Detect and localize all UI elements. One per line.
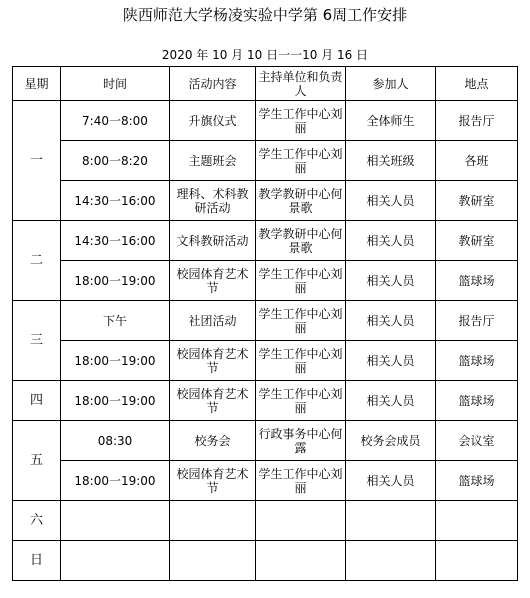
participants-cell: 相关人员 bbox=[346, 181, 436, 221]
header-participants: 参加人 bbox=[346, 67, 436, 101]
time-cell: 7:40一8:00 bbox=[61, 101, 170, 141]
activity-cell: 社团活动 bbox=[170, 301, 256, 341]
location-cell: 篮球场 bbox=[436, 381, 518, 421]
activity-cell: 文科教研活动 bbox=[170, 221, 256, 261]
header-day: 星期 bbox=[13, 67, 61, 101]
schedule-table bbox=[12, 66, 518, 581]
host-cell: 学生工作中心刘丽 bbox=[256, 461, 346, 501]
table-row bbox=[13, 261, 518, 301]
table-row-empty bbox=[13, 501, 518, 541]
page-title: 陕西师范大学杨凌实验中学第 6周工作安排 bbox=[122, 6, 408, 24]
participants-cell: 相关人员 bbox=[346, 461, 436, 501]
location-cell: 篮球场 bbox=[436, 341, 518, 381]
activity-cell: 校务会 bbox=[170, 421, 256, 461]
participants-cell: 全体师生 bbox=[346, 101, 436, 141]
time-cell: 14:30一16:00 bbox=[61, 221, 170, 261]
time-cell: 14:30一16:00 bbox=[61, 181, 170, 221]
host-cell: 教学教研中心何景歌 bbox=[256, 181, 346, 221]
empty-cell bbox=[256, 501, 346, 541]
empty-cell bbox=[346, 501, 436, 541]
time-cell: 18:00一19:00 bbox=[61, 341, 170, 381]
participants-cell: 相关人员 bbox=[346, 301, 436, 341]
time-cell: 08:30 bbox=[61, 421, 170, 461]
empty-cell bbox=[436, 541, 518, 581]
table-row bbox=[13, 341, 518, 381]
header-activity: 活动内容 bbox=[170, 67, 256, 101]
table-row bbox=[13, 181, 518, 221]
table-row bbox=[13, 461, 518, 501]
time-cell: 下午 bbox=[61, 301, 170, 341]
time-cell: 18:00一19:00 bbox=[61, 461, 170, 501]
host-cell: 学生工作中心刘丽 bbox=[256, 101, 346, 141]
date-range: 2020 年 10 月 10 日一一10 月 16 日 bbox=[161, 48, 369, 62]
activity-cell: 校园体育艺术节 bbox=[170, 261, 256, 301]
host-cell: 学生工作中心刘丽 bbox=[256, 341, 346, 381]
location-cell: 教研室 bbox=[436, 221, 518, 261]
host-cell: 教学教研中心何景歌 bbox=[256, 221, 346, 261]
empty-cell bbox=[170, 501, 256, 541]
location-cell: 篮球场 bbox=[436, 461, 518, 501]
table-row bbox=[13, 381, 518, 421]
empty-cell bbox=[346, 541, 436, 581]
participants-cell: 相关人员 bbox=[346, 221, 436, 261]
day-cell-mon: 一 bbox=[13, 101, 61, 221]
time-cell: 18:00一19:00 bbox=[61, 261, 170, 301]
table-row bbox=[13, 221, 518, 261]
location-cell: 各班 bbox=[436, 141, 518, 181]
day-cell-fri: 五 bbox=[13, 421, 61, 501]
day-cell-sat: 六 bbox=[13, 501, 61, 541]
host-cell: 学生工作中心刘丽 bbox=[256, 261, 346, 301]
table-row bbox=[13, 421, 518, 461]
participants-cell: 相关班级 bbox=[346, 141, 436, 181]
activity-cell: 理科、术科教研活动 bbox=[170, 181, 256, 221]
location-cell: 报告厅 bbox=[436, 301, 518, 341]
time-cell: 8:00一8:20 bbox=[61, 141, 170, 181]
header-host: 主持单位和负责人 bbox=[256, 67, 346, 101]
empty-cell bbox=[436, 501, 518, 541]
activity-cell: 升旗仪式 bbox=[170, 101, 256, 141]
location-cell: 会议室 bbox=[436, 421, 518, 461]
day-cell-tue: 二 bbox=[13, 221, 61, 301]
table-row bbox=[13, 301, 518, 341]
header-time: 时间 bbox=[61, 67, 170, 101]
host-cell: 学生工作中心刘丽 bbox=[256, 301, 346, 341]
table-row bbox=[13, 141, 518, 181]
activity-cell: 校园体育艺术节 bbox=[170, 461, 256, 501]
host-cell: 行政事务中心何露 bbox=[256, 421, 346, 461]
header-row bbox=[13, 67, 518, 101]
empty-cell bbox=[170, 541, 256, 581]
host-cell: 学生工作中心刘丽 bbox=[256, 381, 346, 421]
participants-cell: 校务会成员 bbox=[346, 421, 436, 461]
location-cell: 教研室 bbox=[436, 181, 518, 221]
time-cell: 18:00一19:00 bbox=[61, 381, 170, 421]
participants-cell: 相关人员 bbox=[346, 261, 436, 301]
table-row bbox=[13, 101, 518, 141]
header-location: 地点 bbox=[436, 67, 518, 101]
location-cell: 篮球场 bbox=[436, 261, 518, 301]
day-cell-thu: 四 bbox=[13, 381, 61, 421]
host-cell: 学生工作中心刘丽 bbox=[256, 141, 346, 181]
empty-cell bbox=[61, 501, 170, 541]
activity-cell: 主题班会 bbox=[170, 141, 256, 181]
participants-cell: 相关人员 bbox=[346, 381, 436, 421]
empty-cell bbox=[256, 541, 346, 581]
table-row-empty bbox=[13, 541, 518, 581]
activity-cell: 校园体育艺术节 bbox=[170, 341, 256, 381]
activity-cell: 校园体育艺术节 bbox=[170, 381, 256, 421]
day-cell-wed: 三 bbox=[13, 301, 61, 381]
location-cell: 报告厅 bbox=[436, 101, 518, 141]
empty-cell bbox=[61, 541, 170, 581]
participants-cell: 相关人员 bbox=[346, 341, 436, 381]
day-cell-sun: 日 bbox=[13, 541, 61, 581]
